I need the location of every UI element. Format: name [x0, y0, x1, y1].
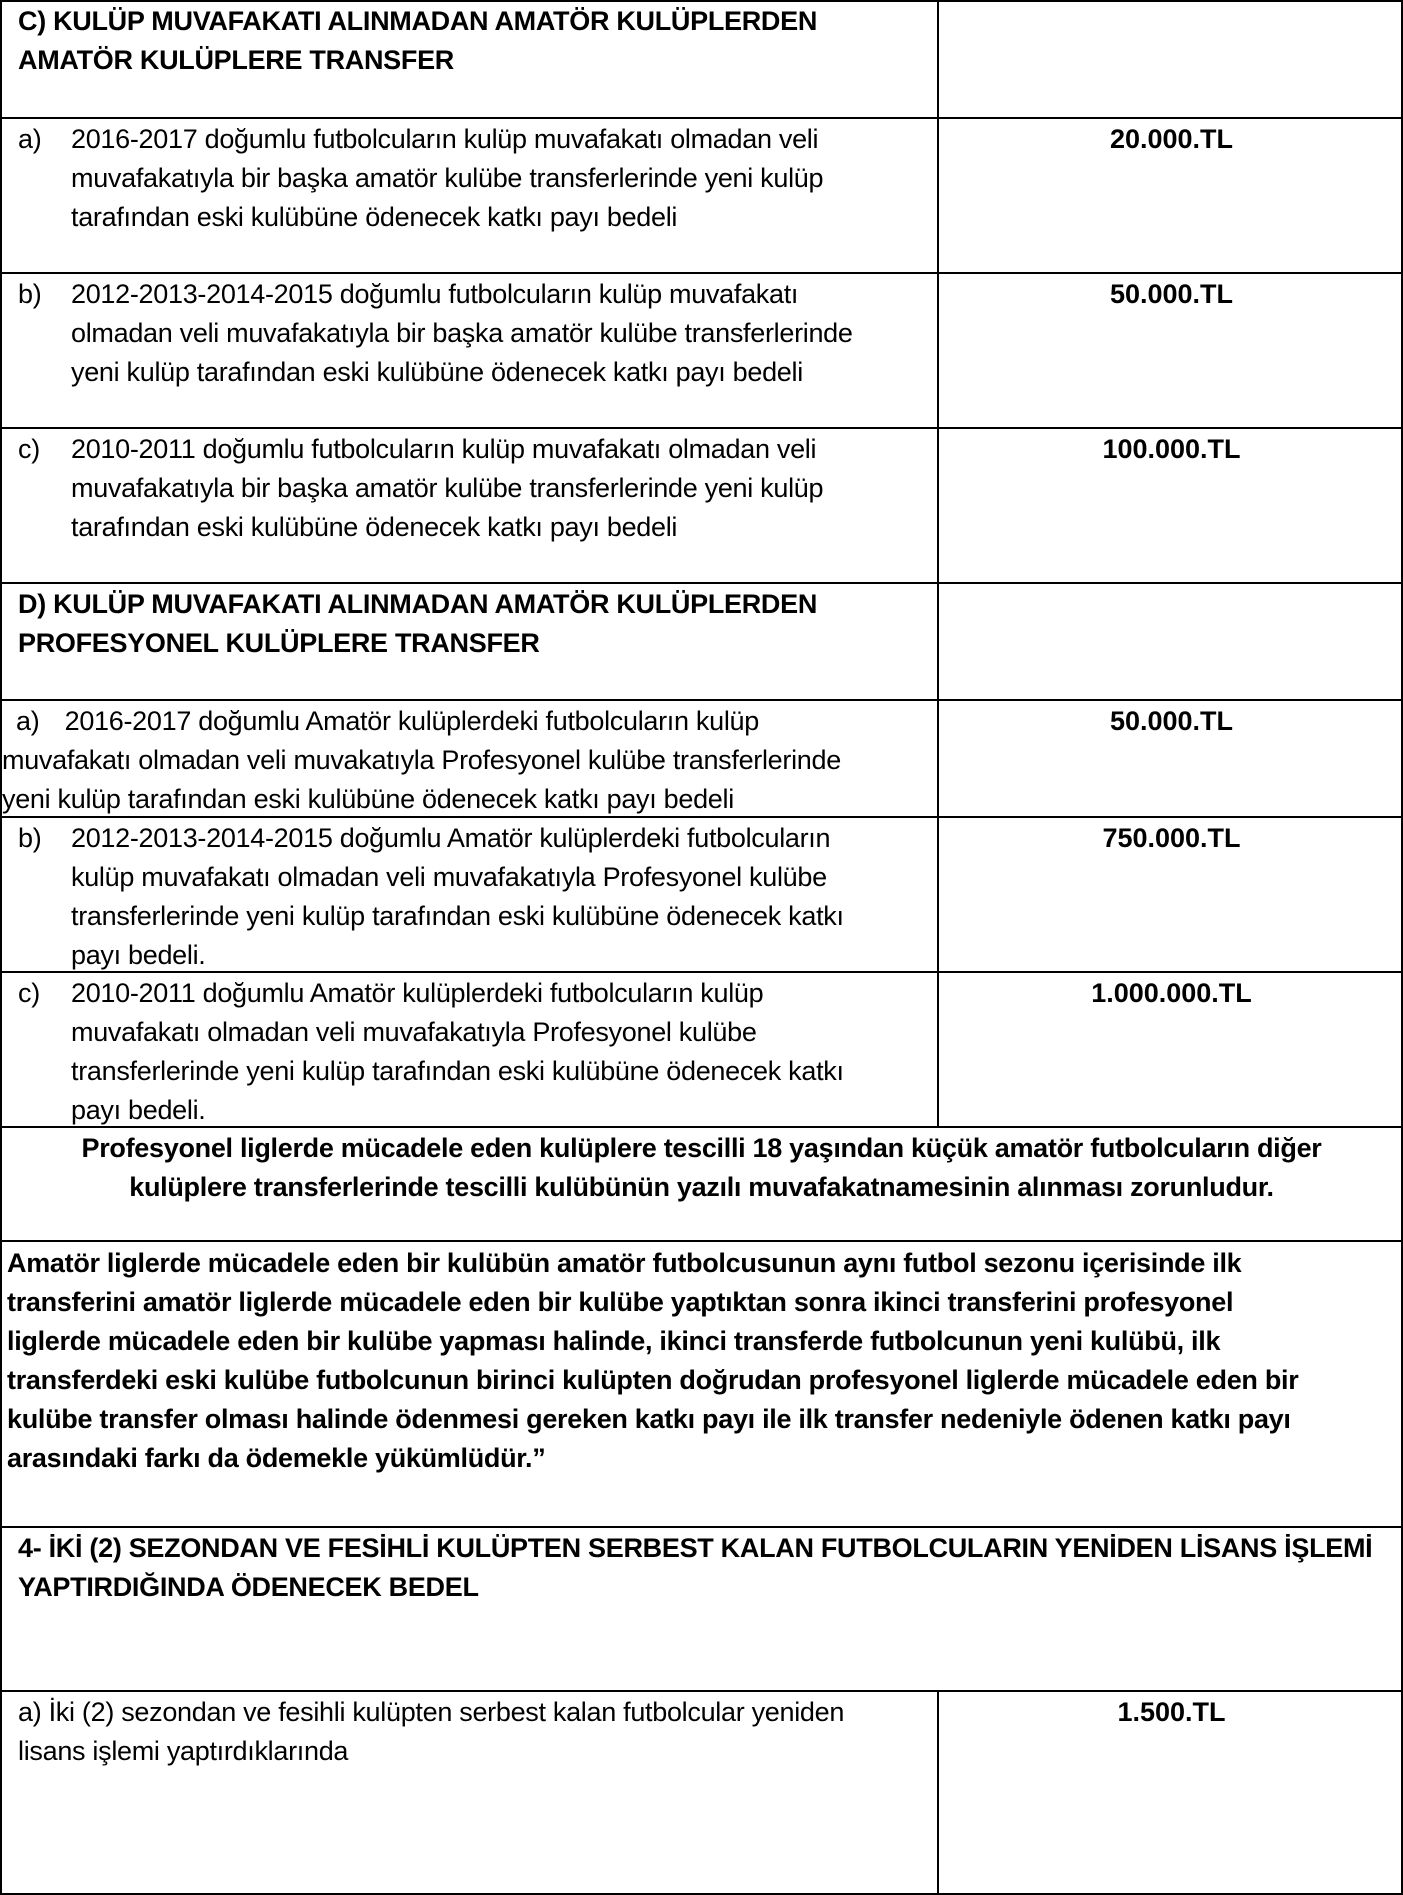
item-text-line: [2, 702, 933, 741]
item-text-line: 2010-2011 doğumlu futbolcuların kulüp muvafakatı olmadan veli: [71, 434, 817, 464]
row-divider: [0, 1240, 1403, 1242]
column-divider: [937, 0, 939, 1127]
note-line: transferini amatör liglerde mücadele eden bir kulübe yaptıktan sonra ikinci transferini profesyonel: [7, 1287, 1234, 1317]
section-d-heading: [18, 585, 817, 663]
note-second-transfer: [7, 1244, 1397, 1478]
fee-amount: 20.000.TL: [1109, 124, 1234, 154]
item-text-line: yeni kulüp tarafından eski kulübüne ödenecek katkı payı bedeli: [2, 784, 734, 814]
section-d-heading-line: D) KULÜP MUVAFAKATI ALINMADAN AMATÖR KULÜPLERDEN: [18, 589, 818, 619]
fee-amount: 1.500.TL: [1117, 1697, 1226, 1727]
row-divider: [0, 1526, 1403, 1528]
fee-amount: 1.000.000.TL: [1091, 978, 1252, 1008]
section-d-heading-line: PROFESYONEL KULÜPLERE TRANSFER: [18, 628, 540, 658]
note-consent-requirement: [2, 1129, 1401, 1207]
row-divider: [0, 117, 1403, 119]
item-text-line: 2012-2013-2014-2015 doğumlu Amatör kulüplerdeki futbolcuların: [71, 823, 831, 853]
table-border-left: [0, 0, 2, 1895]
section-c-heading-line: AMATÖR KULÜPLERE TRANSFER: [18, 45, 454, 75]
row-divider: [0, 427, 1403, 429]
item-text: 2016-2017 doğumlu Amatör kulüplerdeki futbolcuların kulüp: [64, 706, 759, 736]
note-line: Amatör liglerde mücadele eden bir kulübün amatör futbolcusunun aynı futbol sezonu içerisinde ilk: [7, 1248, 1242, 1278]
item-text-line: payı bedeli.: [71, 940, 206, 970]
item-label: a): [18, 124, 42, 154]
item-text-line: olmadan veli muvafakatıyla bir başka amatör kulübe transferlerinde: [71, 318, 853, 348]
note-line: kulüplere transferlerinde tescilli kulübünün yazılı muvafakatnamesinin alınması zorunludur.: [129, 1172, 1274, 1202]
item-label: c): [18, 434, 40, 464]
item-text-line: 2016-2017 doğumlu futbolcuların kulüp muvafakatı olmadan veli: [71, 124, 819, 154]
row-divider: [0, 1690, 1403, 1692]
section-c-heading-line: C) KULÜP MUVAFAKATI ALINMADAN AMATÖR KULÜPLERDEN: [18, 6, 818, 36]
row-divider: [0, 582, 1403, 584]
row-divider: [0, 272, 1403, 274]
item-text-line: muvafakatıyla bir başka amatör kulübe transferlerinde yeni kulüp: [71, 163, 824, 193]
item-text-line: yeni kulüp tarafından eski kulübüne ödenecek katkı payı bedeli: [71, 357, 803, 387]
item-text-line: muvafakatı olmadan veli muvafakatıyla Profesyonel kulübe: [71, 1017, 757, 1047]
item-text-line: a) İki (2) sezondan ve fesihli kulüpten serbest kalan futbolcular yeniden: [18, 1697, 845, 1727]
item-label: a): [16, 706, 40, 736]
item-text-line: transferlerinde yeni kulüp tarafından eski kulübüne ödenecek katkı: [71, 1056, 844, 1086]
row-divider: [0, 699, 1403, 701]
item-text-line: transferlerinde yeni kulüp tarafından eski kulübüne ödenecek katkı: [71, 901, 844, 931]
item-text-line: payı bedeli.: [71, 1095, 206, 1125]
item-label: b): [18, 823, 42, 853]
section-4-heading-line: YAPTIRDIĞINDA ÖDENECEK BEDEL: [18, 1572, 479, 1602]
note-line: arasındaki farkı da ödemekle yükümlüdür.”: [7, 1443, 546, 1473]
section-c-heading: [18, 2, 817, 80]
fee-amount: 50.000.TL: [1109, 706, 1234, 736]
item-text-line: lisans işlemi yaptırdıklarında: [18, 1736, 349, 1766]
section-4-heading: [18, 1529, 1372, 1607]
note-line: transferdeki eski kulübe futbolcunun birinci kulüpten doğrudan profesyonel liglerde mücadele eden bir: [7, 1365, 1299, 1395]
note-line: kulübe transfer olması halinde ödenmesi gereken katkı payı ile ilk transfer nedeniyle ödenen katkı payı: [7, 1404, 1291, 1434]
column-divider-lower: [937, 1690, 939, 1895]
item-text-line: tarafından eski kulübüne ödenecek katkı payı bedeli: [71, 512, 678, 542]
item-text-line: tarafından eski kulübüne ödenecek katkı payı bedeli: [71, 202, 678, 232]
fee-amount: 50.000.TL: [1109, 279, 1234, 309]
section-4-heading-line: 4- İKİ (2) SEZONDAN VE FESİHLİ KULÜPTEN SERBEST KALAN FUTBOLCULARIN YENİDEN LİSANS İŞLEMİ: [18, 1533, 1373, 1563]
item-text-line: muvafakatı olmadan veli muvakatıyla Profesyonel kulübe transferlerinde: [2, 745, 841, 775]
section-d-item-a: [2, 702, 933, 819]
item-label: c): [18, 978, 40, 1008]
item-text-line: 2012-2013-2014-2015 doğumlu futbolcuların kulüp muvafakatı: [71, 279, 799, 309]
fee-amount: 750.000.TL: [1102, 823, 1241, 853]
note-line: Profesyonel liglerde mücadele eden kulüplere tescilli 18 yaşından küçük amatör futbolcuların diğer: [81, 1133, 1322, 1163]
fee-amount: 100.000.TL: [1102, 434, 1241, 464]
note-line: liglerde mücadele eden bir kulübe yapması halinde, ikinci transferde futbolcunun yeni kulübü, ilk: [7, 1326, 1221, 1356]
item-label: b): [18, 279, 42, 309]
section-4-item-a: [18, 1693, 933, 1771]
item-text-line: muvafakatıyla bir başka amatör kulübe transferlerinde yeni kulüp: [71, 473, 824, 503]
item-text-line: kulüp muvafakatı olmadan veli muvafakatıyla Profesyonel kulübe: [71, 862, 827, 892]
item-text-line: 2010-2011 doğumlu Amatör kulüplerdeki futbolcuların kulüp: [71, 978, 764, 1008]
